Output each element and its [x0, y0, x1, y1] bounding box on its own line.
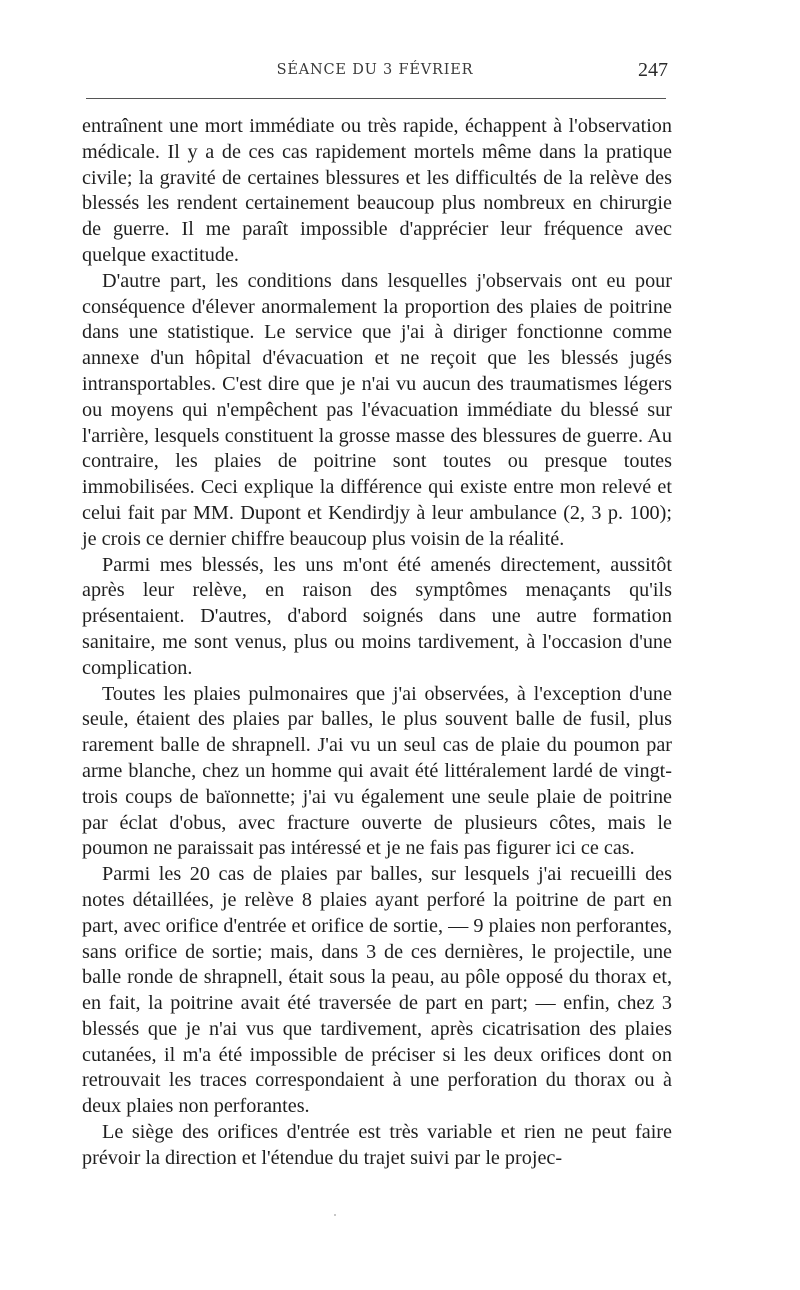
page-header — [80, 52, 670, 92]
running-title: SÉANCE DU 3 FÉVRIER — [276, 62, 474, 78]
paragraph-siege-orifices: Le siège des orifices d'entrée est très variable et rien ne peut faire prévoir la direction et l'étendue du trajet suivi par le projec- — [82, 1121, 672, 1169]
paper-speck — [334, 1214, 336, 1216]
page-number: 247 — [638, 59, 668, 81]
paragraph-cas-balles: Parmi les 20 cas de plaies par balles, sur lesquels j'ai recueilli des notes détaillées, je relève 8 plaies ayant perforé la poitrine de part en part, avec orifice d'entrée et orifice de sortie, — 9 plaies non perforantes, sans orifice de sortie; mais, dans 3 de ces dernières, le projectile, une balle ronde de shrapnell, était sous la peau, au pôle opposé du thorax et, en fait, la poitrine avait été traversée de part en part; — enfin, chez 3 blessés que je n'ai vus que tardivement, après cicatrisation des plaies cutanées, il m'a été impossible de préciser si les deux orifices dont on retrouvait les traces correspondaient à une perforation du thorax ou à deux plaies non perforantes. — [82, 863, 672, 1118]
paragraph-conditions: D'autre part, les conditions dans lesquelles j'observais ont eu pour conséquence d'élever anormalement la proportion des plaies de poitrine dans une statistique. Le service que j'ai à diriger fonctionne comme annexe d'un hôpital d'évacuation et ne reçoit que les blessés jugés intransportables. C'est dire que je n'ai vu aucun des traumatismes légers ou moyens qui n'empêchent pas l'évacuation immédiate du blessé sur l'arrière, lesquels constituent la grosse masse des blessures de guerre. Au contraire, les plaies de poitrine sont toutes ou presque toutes immobilisées. Ceci explique la différence qui existe entre mon relevé et celui fait par MM. Dupont et Kendirdjy à leur ambulance (2, 3 p. 100); je crois ce dernier chiffre beaucoup plus voisin de la réalité. — [82, 269, 672, 550]
paragraph-plaies-pulmonaires: Toutes les plaies pulmonaires que j'ai observées, à l'exception d'une seule, étaient des plaies par balles, le plus souvent balle de fusil, plus rarement balle de shrapnell. J'ai vu un seul cas de plaie du poumon par arme blanche, chez un homme qui avait été littéralement lardé de vingt-trois coups de baïonnette; j'ai vu également une seule plaie de poitrine par éclat d'obus, avec fracture ouverte de plusieurs côtes, mais le poumon ne paraissait pas intéressé et je ne fais pas figurer ici ce cas. — [82, 682, 672, 860]
header-rule — [86, 98, 666, 99]
paragraph-blesses: Parmi mes blessés, les uns m'ont été amenés directement, aussitôt après leur relève, en raison des symptômes menaçants qu'ils présentaient. D'autres, d'abord soignés dans une autre formation sanitaire, me sont venus, plus ou moins tardivement, à l'occasion d'une complication. — [82, 553, 672, 679]
body-text — [82, 114, 672, 1172]
paragraph-continuation: entraînent une mort immédiate ou très rapide, échappent à l'observation médicale. Il y a de ces cas rapidement mortels même dans la pratique civile; la gravité de certaines blessures et les difficultés de la relève des blessés les rendent certainement beaucoup plus nombreux en chirurgie de guerre. Il me paraît impossible d'apprécier leur fréquence avec quelque exactitude. — [82, 115, 672, 266]
